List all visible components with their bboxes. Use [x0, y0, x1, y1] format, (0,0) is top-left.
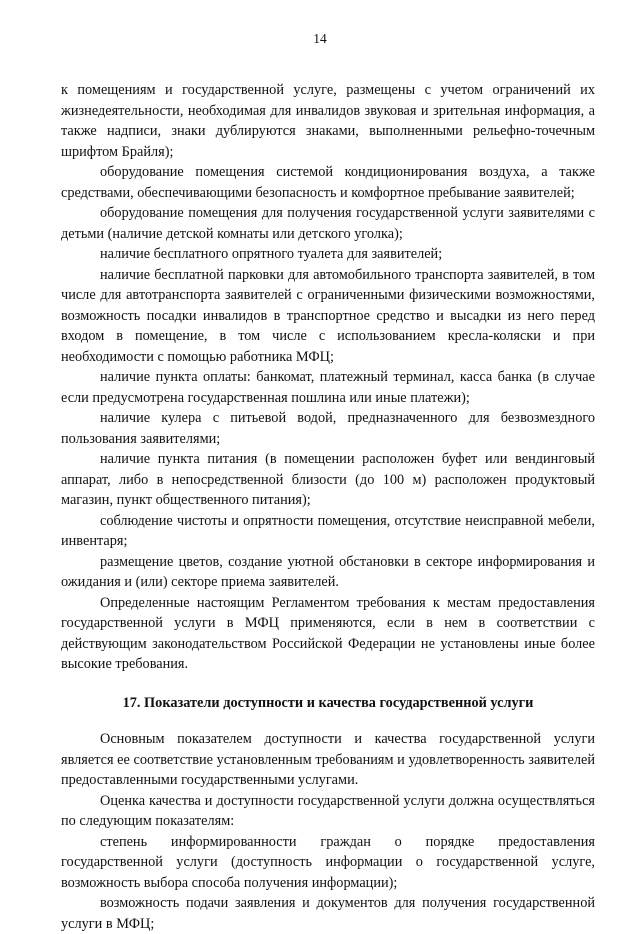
section-heading: 17. Показатели доступности и качества государственной услуги: [122, 694, 534, 711]
paragraph: размещение цветов, создание уютной обстановки в секторе информирования и ожидания и (или) секторе приема заявителей.: [61, 553, 595, 590]
paragraph: Основным показателем доступности и качества государственной услуги является ее соответствие установленным требованиям и удовлетворенность заявителей предоставленными государственными услугами.: [61, 731, 595, 788]
paragraph: наличие кулера с питьевой водой, предназначенного для безвозмездного пользования заявителями;: [61, 410, 595, 447]
document-body: [61, 80, 595, 934]
paragraph: наличие бесплатного опрятного туалета для заявителей;: [100, 246, 443, 262]
paragraph: Определенные настоящим Регламентом требования к местам предоставления государственной услуги в МФЦ применяются, если в нем в соответствии с действующим законодательством Российской Федерации не установлены иные более высокие требования.: [61, 594, 595, 672]
paragraph: возможность подачи заявления и документов для получения государственной услуги в МФЦ;: [61, 895, 595, 932]
page-number: 14: [313, 31, 327, 46]
paragraph: наличие пункта питания (в помещении расположен буфет или вендинговый аппарат, либо в непосредственной близости (до 100 м) расположен продуктовый магазин, пункт общественного питания);: [61, 451, 595, 508]
paragraph: Оценка качества и доступности государственной услуги должна осуществляться по следующим показателям:: [61, 792, 595, 829]
paragraph: соблюдение чистоты и опрятности помещения, отсутствие неисправной мебели, инвентаря;: [61, 512, 595, 549]
paragraph: степень информированности граждан о порядке предоставления государственной услуги (доступность информации о государственной услуге, возможность выбора способа получения информации);: [61, 833, 595, 891]
paragraph: оборудование помещения для получения государственной услуги заявителями с детьми (наличие детской комнаты или детского уголка);: [61, 205, 595, 242]
paragraph: оборудование помещения системой кондиционирования воздуха, а также средствами, обеспечивающими безопасность и комфортное пребывание заявителей;: [61, 164, 595, 201]
paragraph: наличие пункта оплаты: банкомат, платежный терминал, касса банка (в случае если предусмотрена государственная пошлина или иные платежи);: [61, 369, 595, 406]
paragraph: наличие бесплатной парковки для автомобильного транспорта заявителей, в том числе для автотранспорта заявителей с ограниченными физическими возможностями, возможность посадки инвалидов в транспортное средство и высадки из него перед входом в помещение, в том числе с использованием кресла-коляски и при необходимости с помощью работника МФЦ;: [61, 266, 595, 365]
paragraph: к помещениям и государственной услуге, размещены с учетом ограничений их жизнедеятельности, необходимая для инвалидов звуковая и зрительная информация, а также надписи, знаки дублируются знаками, выполненными рельефно-точечным шрифтом Брайля);: [61, 82, 595, 160]
